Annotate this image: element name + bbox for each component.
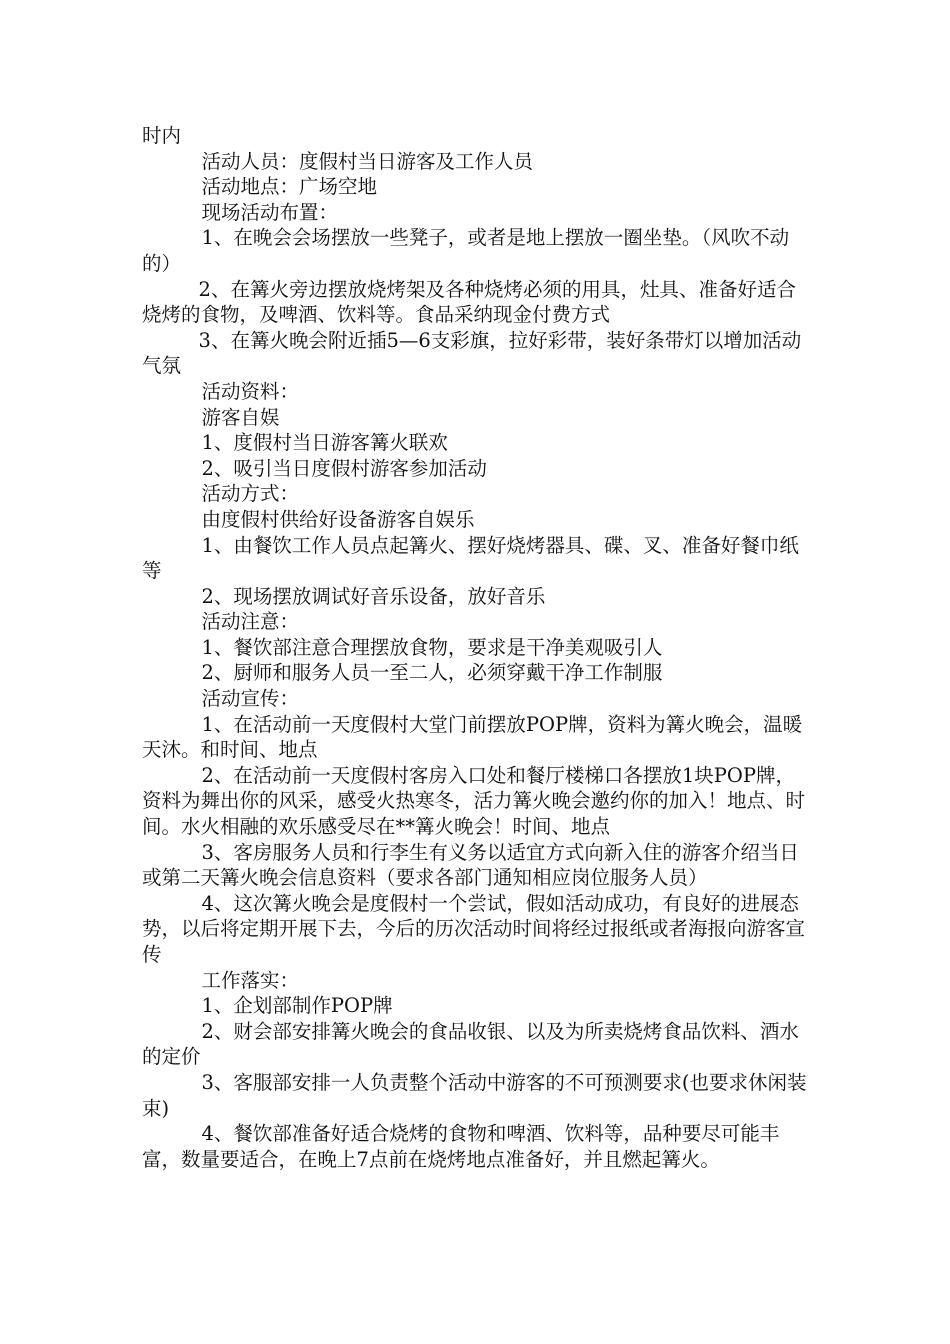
heading-work-assignment: 工作落实： [201,968,299,992]
paragraph-promotion-2: 2、在活动前一天度假村客房入口处和餐厅楼梯口各摆放1块POP牌，资料为舞出你的风采，感受火热寒冬，活力篝火晚会邀约你的加入！地点、时间。水火相融的欢乐感受尽在**篝火晚会！时间、地点 [142,763,806,839]
heading-activity-notes: 活动注意： [201,610,299,634]
paragraph-method-2: 2、现场摆放调试好音乐设备，放好音乐 [201,584,546,608]
paragraph-assignment-2: 2、财会部安排篝火晚会的食品收银、以及为所卖烧烤食品饮料、酒水的定价 [142,1019,799,1069]
heading-activity-promotion: 活动宣传： [201,687,299,711]
paragraph-notes-2: 2、厨师和服务人员一至二人，必须穿戴干净工作制服 [201,661,663,685]
paragraph-assignment-3: 3、客服部安排一人负责整个活动中游客的不可预测要求(也要求休闲装束) [142,1070,807,1120]
paragraph-assignment-4: 4、餐饮部准备好适合烧烤的食物和啤酒、饮料等，品种要尽可能丰富，数量要适合，在晚上7点前在烧烤地点准备好，并且燃起篝火。 [142,1122,780,1171]
paragraph-layout-3: 3、在篝火晚会附近插5—6支彩旗，拉好彩带，装好条带灯以增加活动气氛 [142,328,802,378]
paragraph-promotion-3: 3、客房服务人员和行李生有义务以适宜方式向新入住的游客介绍当日或第二天篝火晚会信息资料（要求各部门通知相应岗位服务人员） [142,840,799,890]
paragraph-method-intro: 由度假村供给好设备游客自娱乐 [201,507,475,531]
paragraph-layout-2: 2、在篝火旁边摆放烧烤架及各种烧烤必须的用具，灶具、准备好适合烧烤的食物，及啤酒、饮料等。食品采纳现金付费方式 [142,277,796,327]
paragraph-location: 活动地点：广场空地 [201,175,377,199]
paragraph-promotion-4: 4、这次篝火晚会是度假村一个尝试，假如活动成功，有良好的进展态势，以后将定期开展下去，今后的历次活动时间将经过报纸或者海报向游客宣传 [142,891,806,966]
heading-activity-method: 活动方式： [201,482,299,506]
paragraph-continuation: 时内 [142,124,182,147]
paragraph-promotion-1: 1、在活动前一天度假村大堂门前摆放POP牌，资料为篝火晚会，温暖天沐。和时间、地点 [142,712,803,762]
paragraph-content-1: 1、度假村当日游客篝火联欢 [201,431,448,455]
paragraph-content-2: 2、吸引当日度假村游客参加活动 [201,456,487,480]
paragraph-layout-1: 1、在晚会会场摆放一些凳子，或者是地上摆放一圈坐垫。（风吹不动的） [142,226,790,275]
document-body [142,123,814,1172]
paragraph-assignment-1: 1、企划部制作POP牌 [201,994,393,1018]
paragraph-method-1: 1、由餐饮工作人员点起篝火、摆好烧烤器具、碟、叉、准备好餐巾纸等 [142,533,799,583]
paragraph-self-entertainment: 游客自娱 [201,405,280,429]
heading-site-layout: 现场活动布置： [201,200,338,224]
heading-activity-content: 活动资料： [201,379,299,403]
paragraph-participants: 活动人员：度假村当日游客及工作人员 [201,149,533,173]
paragraph-notes-1: 1、餐饮部注意合理摆放食物，要求是干净美观吸引人 [201,635,663,659]
